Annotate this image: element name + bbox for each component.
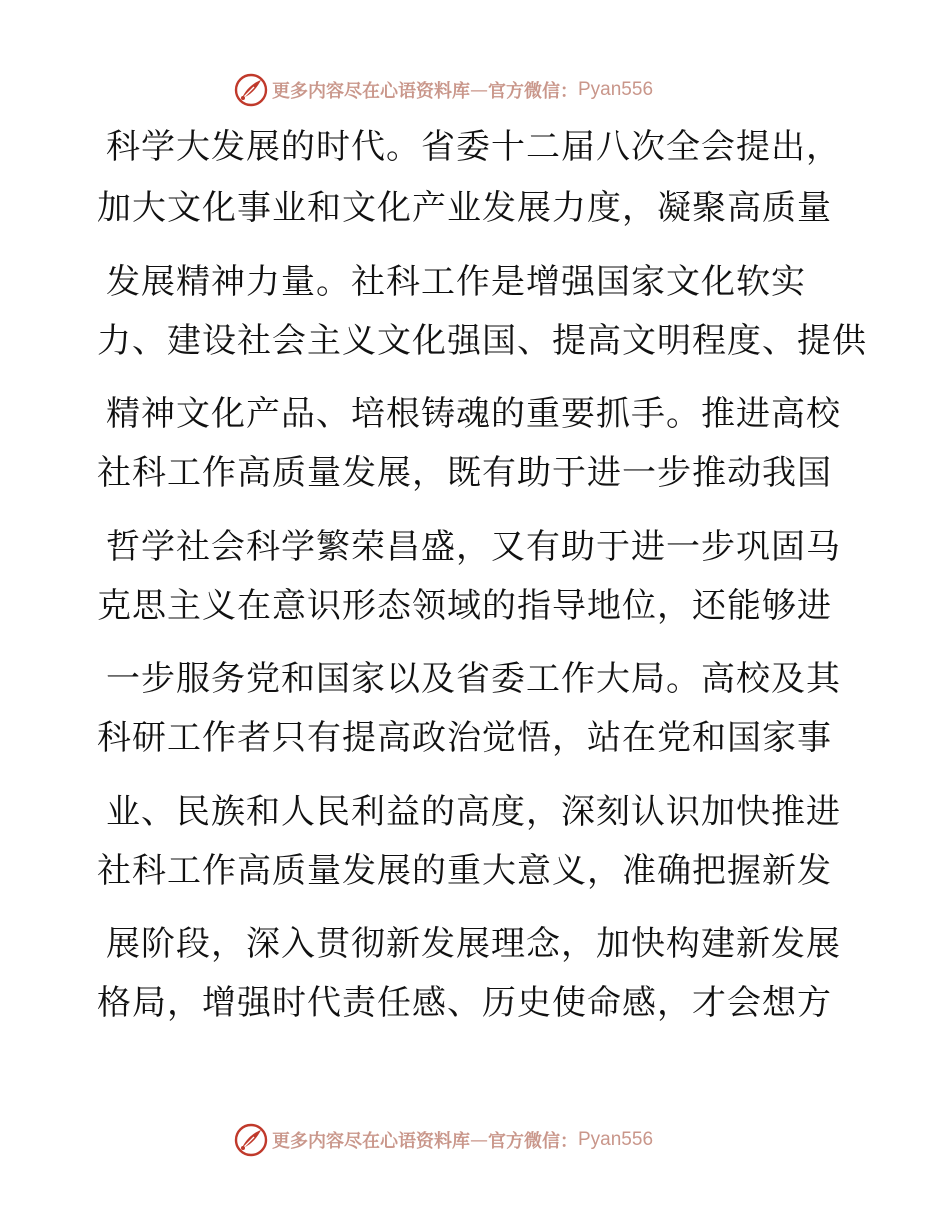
body-line: 业、民族和人民利益的高度，深刻认识加快推进 <box>106 792 841 832</box>
body-line: 加大文化事业和文化产业发展力度，凝聚高质量 <box>97 188 832 228</box>
body-line: 一步服务党和国家以及省委工作大局。高校及其 <box>106 659 841 699</box>
body-line: 精神文化产品、培根铸魂的重要抓手。推进高校 <box>106 394 841 434</box>
banner-wechat-id: Pyan556 <box>578 79 654 100</box>
body-line: 哲学社会科学繁荣昌盛，又有助于进一步巩固马 <box>106 527 841 567</box>
body-line: 社科工作高质量发展，既有助于进一步推动我国 <box>97 453 832 493</box>
banner-wechat-id: Pyan556 <box>578 1129 654 1150</box>
body-line: 科学大发展的时代。省委十二届八次全会提出， <box>106 127 841 167</box>
quill-logo-icon <box>234 1123 268 1157</box>
body-line: 力、建设社会主义文化强国、提高文明程度、提供 <box>97 321 867 361</box>
body-line: 展阶段，深入贯彻新发展理念，加快构建新发展 <box>106 924 841 964</box>
banner-official-label: 官方微信： <box>488 1131 578 1152</box>
banner-official-label: 官方微信： <box>488 81 578 102</box>
body-line: 发展精神力量。社科工作是增强国家文化软实 <box>106 262 806 302</box>
banner-separator: — <box>470 1129 488 1151</box>
body-line: 格局，增强时代责任感、历史使命感，才会想方 <box>97 983 832 1023</box>
body-line: 科研工作者只有提高政治觉悟，站在党和国家事 <box>97 718 832 758</box>
banner-text: 更多内容尽在心语资料库 <box>272 1131 470 1152</box>
footer-banner <box>234 1123 653 1157</box>
quill-logo-icon <box>234 73 268 107</box>
header-banner <box>234 73 653 107</box>
body-line: 社科工作高质量发展的重大意义，准确把握新发 <box>97 851 832 891</box>
body-line: 克思主义在意识形态领域的指导地位，还能够进 <box>97 586 832 626</box>
banner-separator: — <box>470 79 488 101</box>
banner-text: 更多内容尽在心语资料库 <box>272 81 470 102</box>
